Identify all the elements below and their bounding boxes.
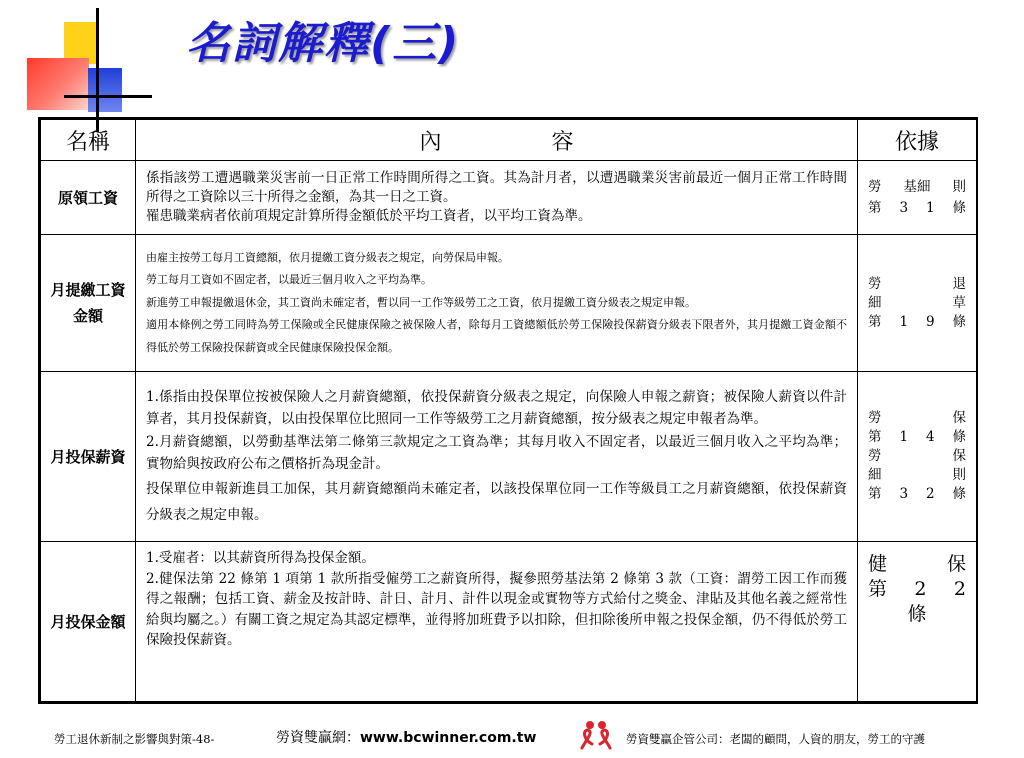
footer-network-label: 勞資雙贏網： (276, 730, 360, 746)
header-content: 內容 (136, 120, 858, 161)
header-basis: 依據 (858, 120, 977, 161)
table-row (41, 161, 977, 235)
decor-vertical-line (96, 8, 99, 132)
row-term: 月投保薪資 (41, 372, 136, 542)
row-content (136, 372, 858, 542)
content-paragraph: 1.係指由投保單位按被保險人之月薪資總額，依投保薪資分級表之規定，向保險人申報之薪資；被保險人薪資以件計算者，其月投保薪資，以由投保單位比照同一工作等級勞工之月薪資總額，按分級表之規定申報者為準。 (146, 388, 847, 427)
content-paragraph: 勞工每月工資如不固定者，以最近三個月收入之平均為準。 (146, 273, 432, 287)
table-header-row (41, 120, 977, 161)
row-content (136, 161, 858, 235)
content-paragraph: 1.受雇者：以其薪資所得為投保金額。 (146, 550, 375, 566)
content-paragraph: 罹患職業病者依前項規定計算所得金額低於平均工資者，以平均工資為準。 (146, 208, 592, 224)
row-basis: 勞 基細 則 第 3 1 條 (858, 161, 977, 235)
row-term: 原領工資 (41, 161, 136, 235)
content-paragraph: 新進勞工申報提繳退休金，其工資尚未確定者，暫以同一工作等級勞工之工資，依月提繳工資分級表之規定申報。 (146, 295, 696, 309)
footer (0, 722, 1024, 752)
content-paragraph: 2.月薪資總額，以勞動基準法第二條第三款規定之工資為準；其每月收入不固定者，以最近三個月收入之平均為準；實物給與按政府公布之價格折為現金計。 (146, 433, 847, 472)
content-paragraph: 2.健保法第 22 條第 1 項第 1 款所指受僱勞工之薪資所得，擬參照勞基法第 2 條第 3 款（工資：謂勞工因工作而獲得之報酬；包括工資、薪金及按計時、計日、計月、計件以現金或實物等方式給付之獎金、津貼及其他名義之經常性給與均屬之。）有關工資之規定為其認定標準，並得將加班費予以扣除，但扣除後所申報之投保金額，仍不得低於勞工保險投保薪資。 (146, 570, 847, 648)
content-paragraph: 投保單位申報新進員工加保，其月薪資總額尚未確定者，以該投保單位同一工作等級員工之月薪資總額，依投保薪資分級表之規定申報。 (146, 480, 847, 523)
row-basis: 健 保 第 2 2 條 (858, 542, 977, 702)
content-paragraph: 係指該勞工遭遇職業災害前一日正常工作時間所得之工資。其為計月者，以遭遇職業災害前最近一個月正常工作時間所得之工資除以三十所得之金額，為其一日之工資。 (146, 170, 847, 205)
slide-title: 名詞解釋(三) (186, 18, 461, 69)
row-basis: 勞 保 第 1 4 條 勞 保 細 則 第 3 2 條 (858, 372, 977, 542)
table-row (41, 235, 977, 372)
row-term: 月投保金額 (41, 542, 136, 702)
company-logo-icon (578, 718, 614, 752)
decor-red-block (27, 58, 89, 110)
definitions-table (38, 117, 978, 704)
row-content (136, 235, 858, 372)
row-content (136, 542, 858, 702)
header-name: 名稱 (41, 120, 136, 161)
footer-company-slogan: 勞資雙贏企管公司：老闆的顧問，人資的朋友，勞工的守護 (626, 732, 925, 746)
content-paragraph: 適用本條例之勞工同時為勞工保險或全民健康保險之被保險人者，除每月工資總額低於勞工保險投保薪資分級表下限者外，其月提繳工資金額不得低於勞工保險投保薪資或全民健康保險投保金額。 (146, 318, 847, 354)
decor-horizontal-line (64, 95, 152, 98)
decor-blue-block (88, 68, 122, 112)
content-paragraph: 由雇主按勞工每月工資總額，依月提繳工資分級表之規定，向勞保局申報。 (146, 250, 509, 264)
footer-network (276, 727, 536, 747)
table-row (41, 372, 977, 542)
table-row (41, 542, 977, 702)
footer-page-label: 勞工退休新制之影響與對策-48- (54, 732, 215, 746)
row-basis: 勞 退 細 草 第 1 9 條 (858, 235, 977, 372)
footer-url-link[interactable]: www.bcwinner.com.tw (360, 730, 537, 746)
row-term: 月提繳工資金額 (41, 235, 136, 372)
